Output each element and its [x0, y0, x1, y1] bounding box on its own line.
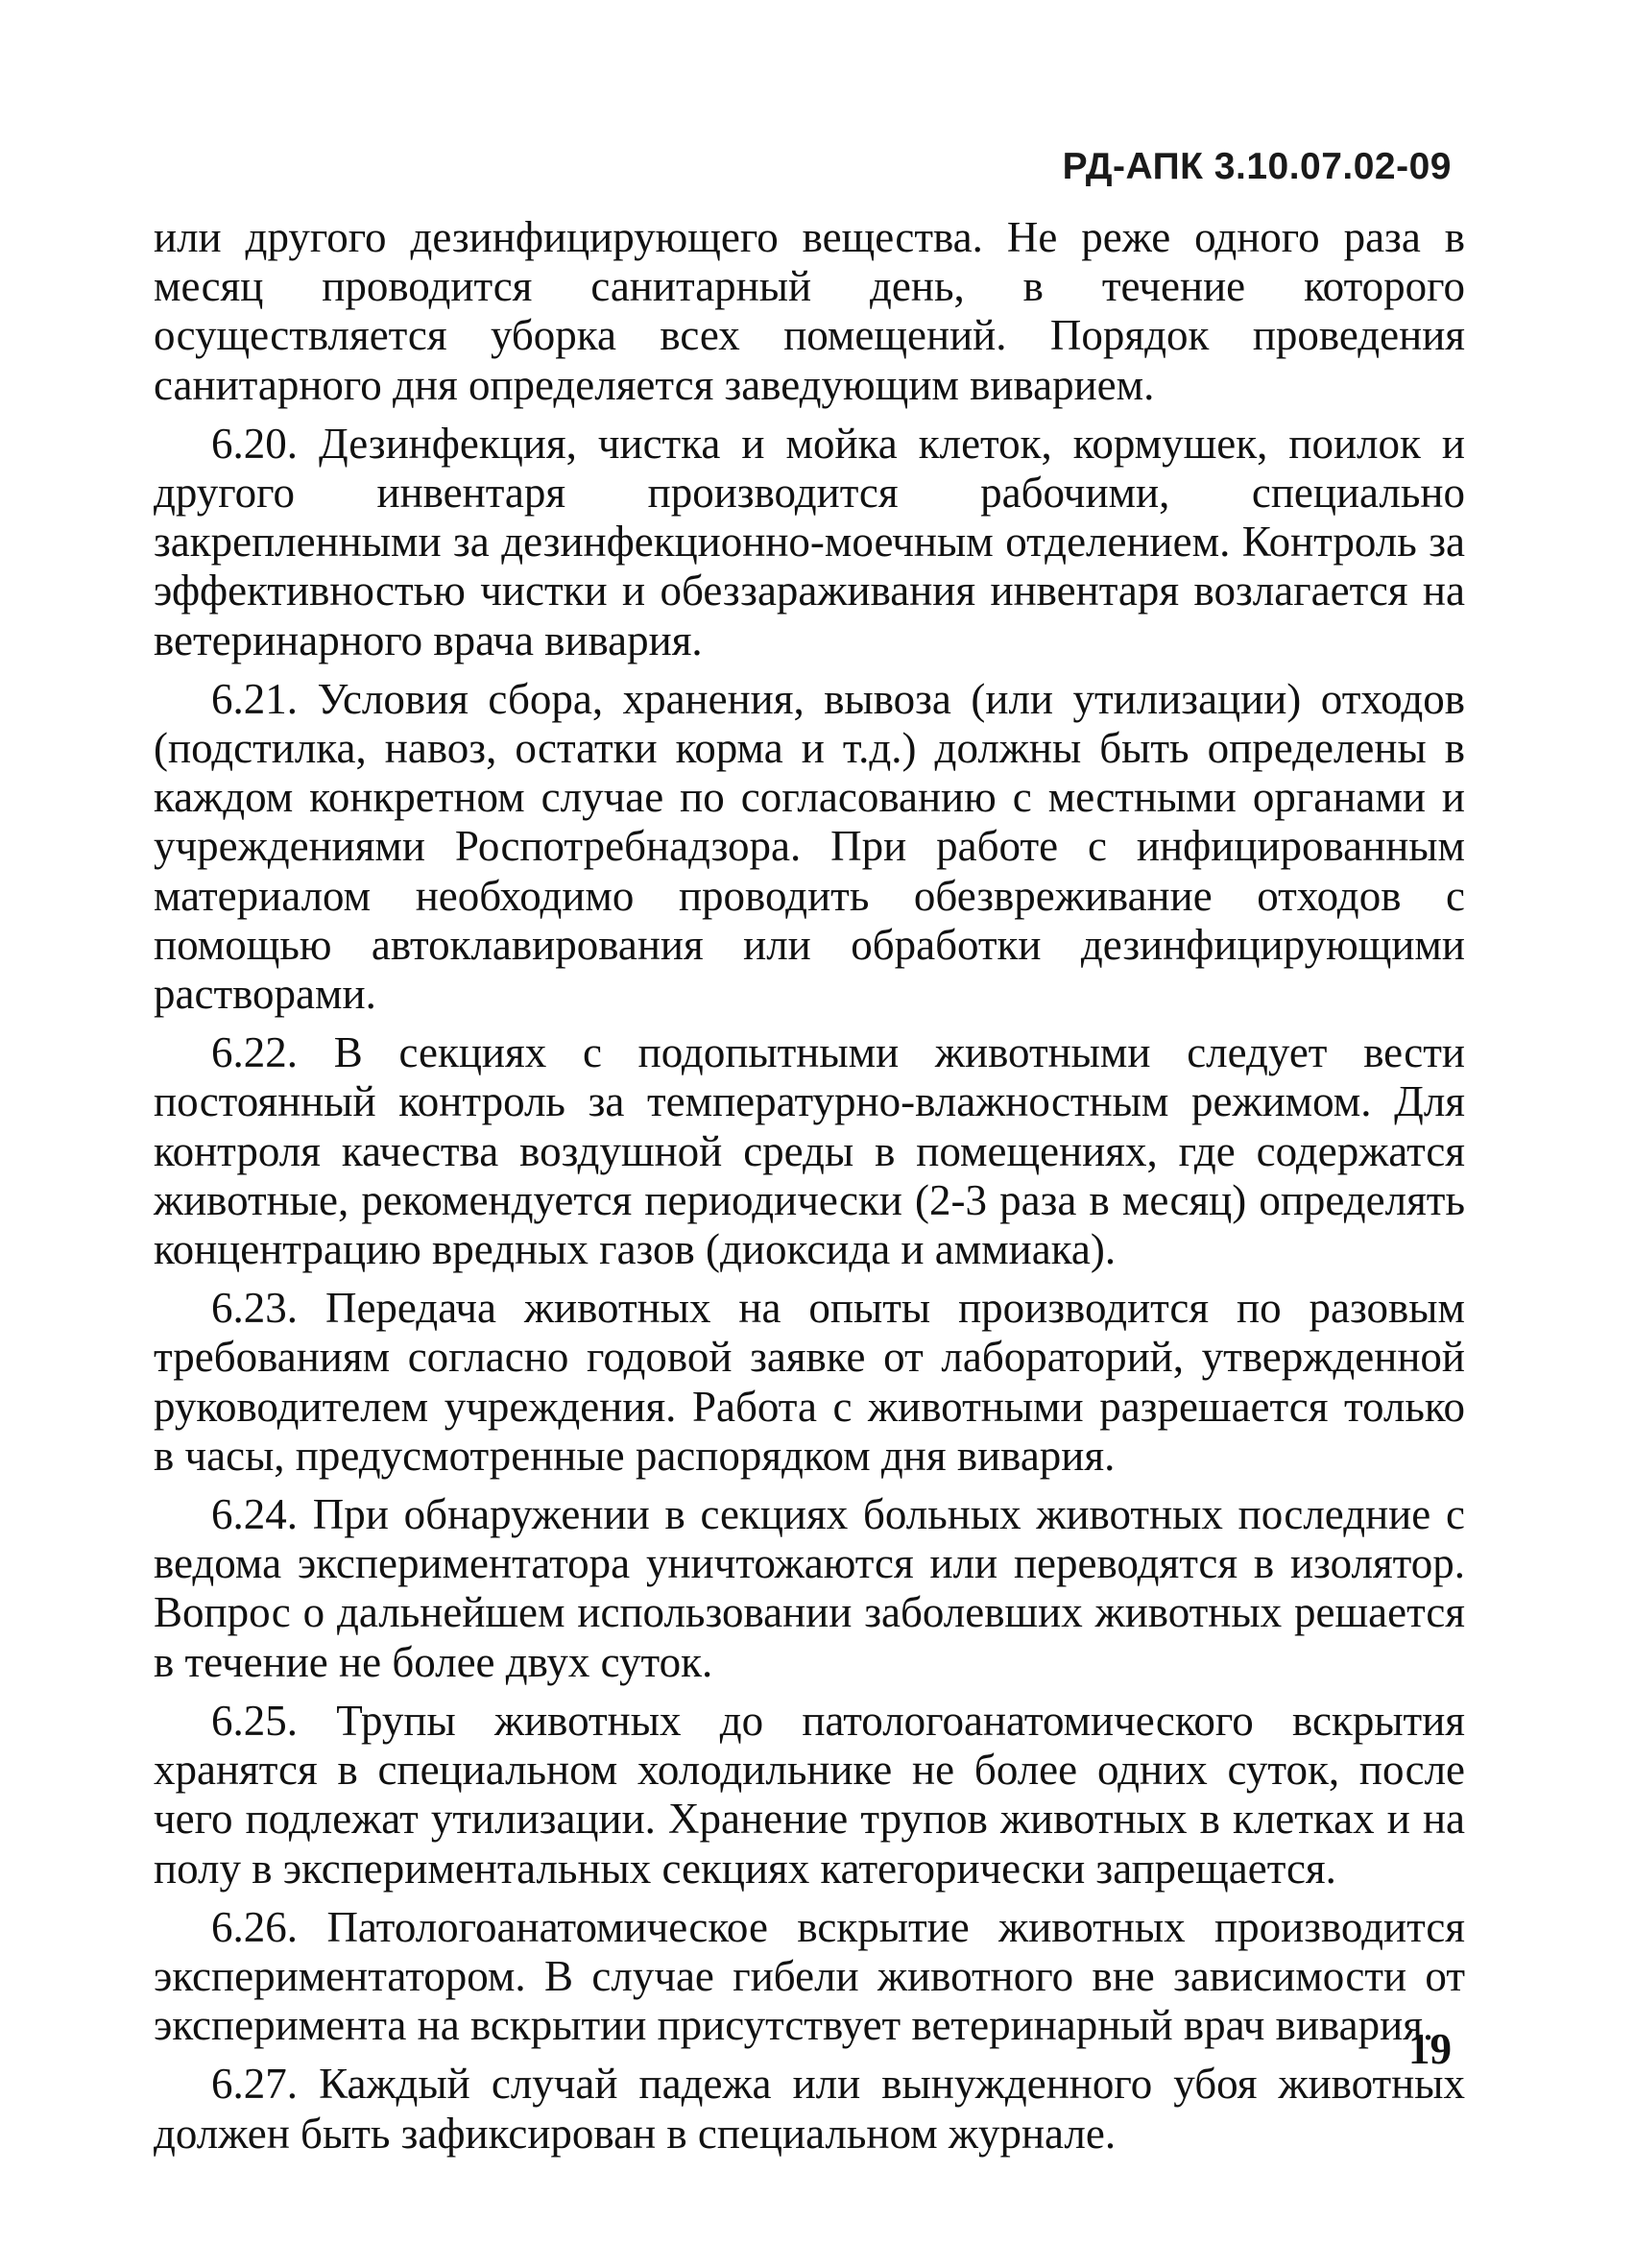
paragraph-6-25: 6.25. Трупы животных до патологоанатомического вскрытия хранятся в специальном холодильнике не более одних суток, после чего подлежат утилизации. Хранение трупов животных в клетках и на полу в экспериментальных секциях категорически запрещается.: [154, 1696, 1465, 1893]
paragraph-continuation: или другого дезинфицирующего вещества. Не реже одного раза в месяц проводится санитарный день, в течение которого осуществляется уборка всех помещений. Порядок проведения санитарного дня определяется заведующим виварием.: [154, 213, 1465, 409]
paragraph-6-26: 6.26. Патологоанатомическое вскрытие животных производится экспериментатором. В случае гибели животного вне зависимости от эксперимента на вскрытии присутствует ветеринарный врач вивария.: [154, 1902, 1465, 2050]
paragraph-6-27: 6.27. Каждый случай падежа или вынужденного убоя животных должен быть зафиксирован в специальном журнале.: [154, 2060, 1465, 2158]
paragraph-6-24: 6.24. При обнаружении в секциях больных животных последние с ведома экспериментатора уничтожаются или переводятся в изолятор. Вопрос о дальнейшем использовании заболевших животных решается в течение не более двух суток.: [154, 1490, 1465, 1686]
document-body: [154, 213, 1465, 2168]
document-code-header: РД-АПК 3.10.07.02-09: [1062, 146, 1452, 187]
paragraph-6-21: 6.21. Условия сбора, хранения, вывоза (или утилизации) отходов (подстилка, навоз, остатки корма и т.д.) должны быть определены в каждом конкретном случае по согласованию с местными органами и учреждениями Роспотребнадзора. При работе с инфицированным материалом необходимо проводить обезвреживание отходов с помощью автоклавирования или обработки дезинфицирующими растворами.: [154, 674, 1465, 1019]
paragraph-6-23: 6.23. Передача животных на опыты производится по разовым требованиям согласно годовой заявке от лабораторий, утвержденной руководителем учреждения. Работа с животными разрешается только в часы, предусмотренные распорядком дня вивария.: [154, 1284, 1465, 1480]
paragraph-6-20: 6.20. Дезинфекция, чистка и мойка клеток, кормушек, поилок и другого инвентаря производится рабочими, специально закрепленными за дезинфекционно-моечным отделением. Контроль за эффективностью чистки и обеззараживания инвентаря возлагается на ветеринарного врача вивария.: [154, 419, 1465, 664]
page-number: 19: [1408, 2025, 1452, 2073]
paragraph-6-22: 6.22. В секциях с подопытными животными следует вести постоянный контроль за температурно-влажностным режимом. Для контроля качества воздушной среды в помещениях, где содержатся животные, рекомендуется периодически (2-3 раза в месяц) определять концентрацию вредных газов (диоксида и аммиака).: [154, 1028, 1465, 1274]
